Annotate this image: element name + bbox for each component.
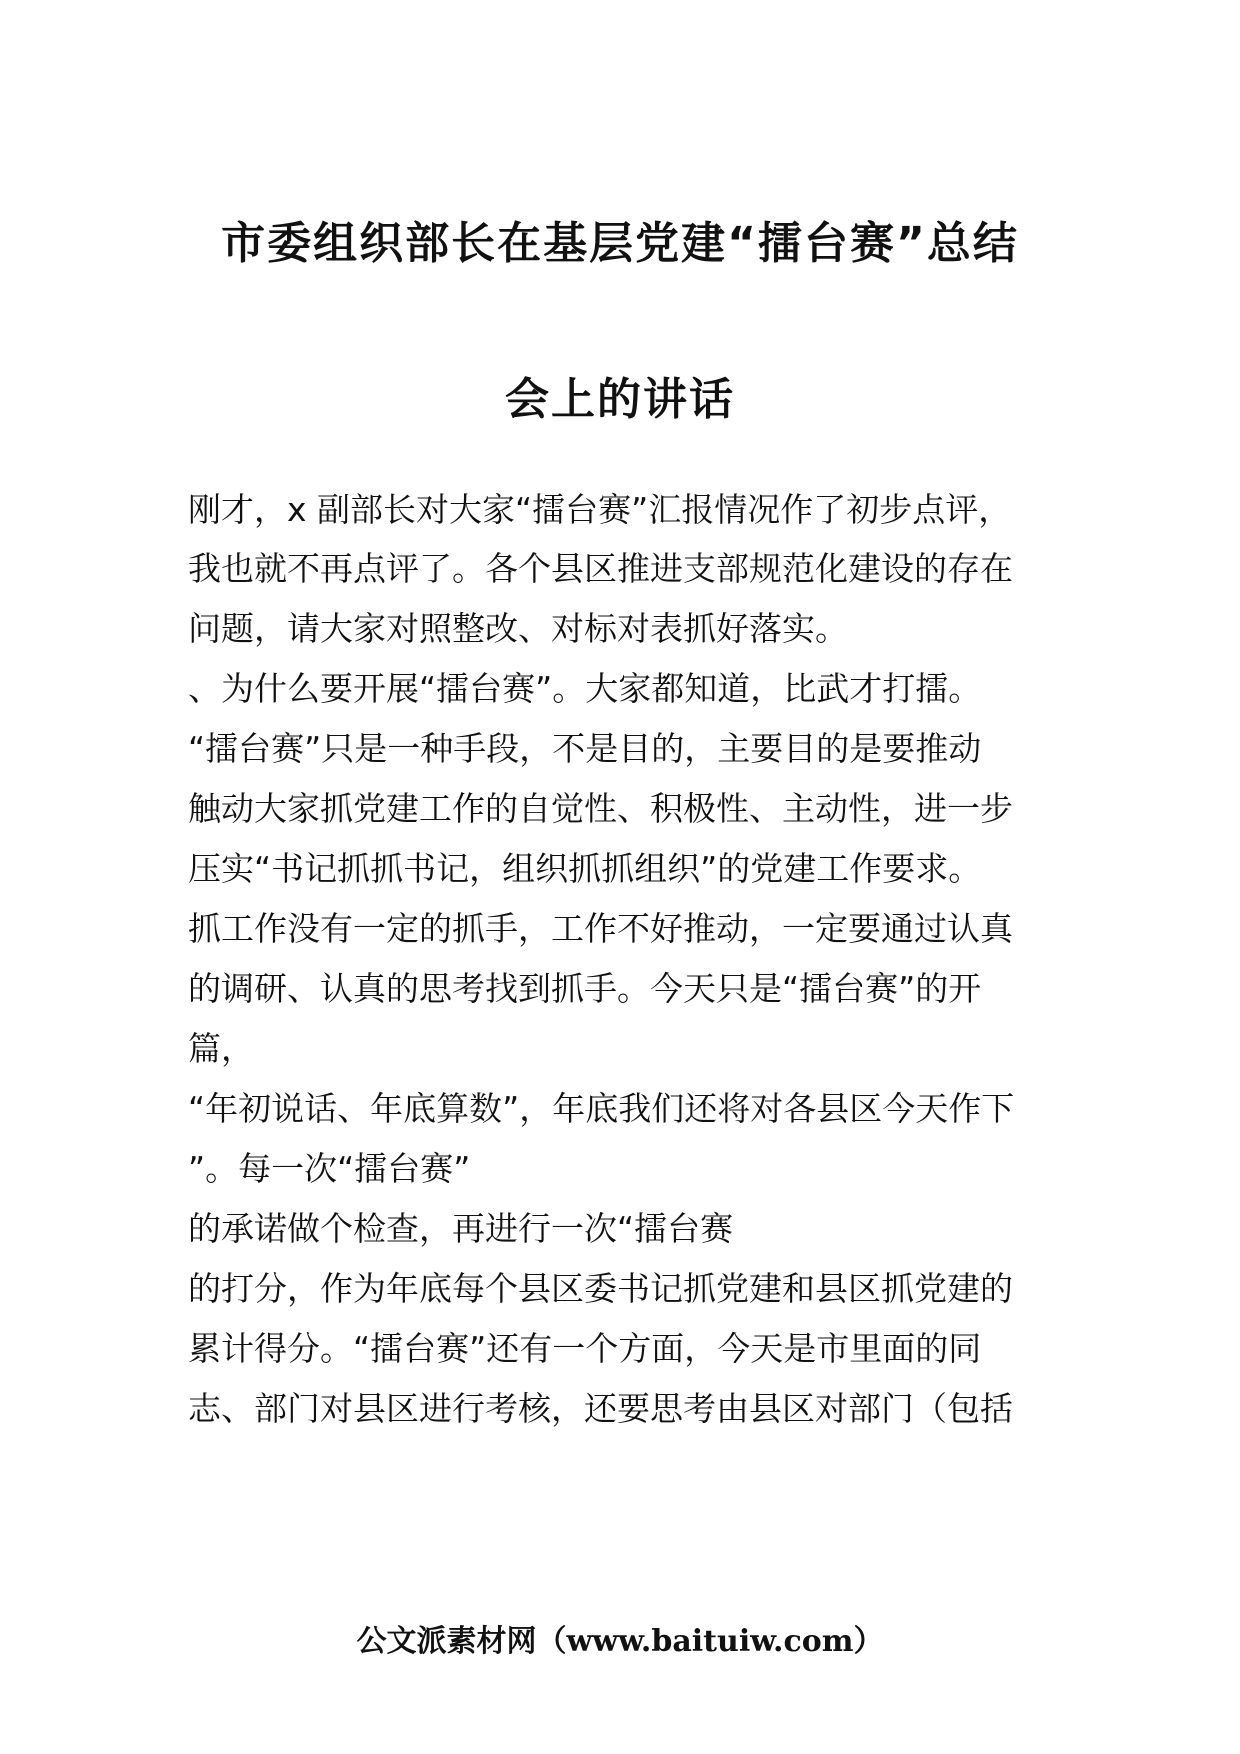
body-line: 问题，请大家对照整改、对标对表抓好落实。	[188, 609, 848, 648]
document-title-line-1: 市委组织部长在基层党建“擂台赛”总结	[221, 218, 1019, 269]
body-line: 的打分，作为年底每个县区委书记抓党建和县区抓党建的	[188, 1269, 1013, 1308]
body-line: 的承诺做个检查，再进行一次“擂台赛	[188, 1209, 734, 1248]
body-line: 刚才，x 副部长对大家“擂台赛”汇报情况作了初步点评，	[188, 490, 1012, 529]
body-line: 、为什么要开展“擂台赛”。大家都知道，比武才打擂。	[188, 669, 982, 708]
document-footer: 公文派素材网（www.baituiw.com）	[356, 1624, 884, 1659]
body-line: 志、部门对县区进行考核，还要思考由县区对部门（包括	[188, 1389, 1013, 1428]
body-line: “擂台赛”只是一种手段，不是目的，主要目的是要推动	[188, 729, 982, 768]
body-line: 篇，	[188, 1029, 254, 1068]
body-line: 累计得分。“擂台赛”还有一个方面，今天是市里面的同	[188, 1329, 982, 1368]
body-line: “年初说话、年底算数”，年底我们还将对各县区今天作下	[188, 1089, 1015, 1128]
body-line: 触动大家抓党建工作的自觉性、积极性、主动性，进一步	[188, 789, 1013, 828]
body-line: 的调研、认真的思考找到抓手。今天只是“擂台赛”的开	[188, 969, 982, 1008]
body-line: 压实“书记抓抓书记，组织抓抓组织”的党建工作要求。	[188, 849, 982, 888]
body-line: ”。每一次“擂台赛”	[188, 1149, 471, 1188]
document-title-line-2: 会上的讲话	[505, 374, 735, 425]
body-line: 抓工作没有一定的抓手，工作不好推动，一定要通过认真	[188, 909, 1013, 948]
body-line: 我也就不再点评了。各个县区推进支部规范化建设的存在	[188, 549, 1013, 588]
